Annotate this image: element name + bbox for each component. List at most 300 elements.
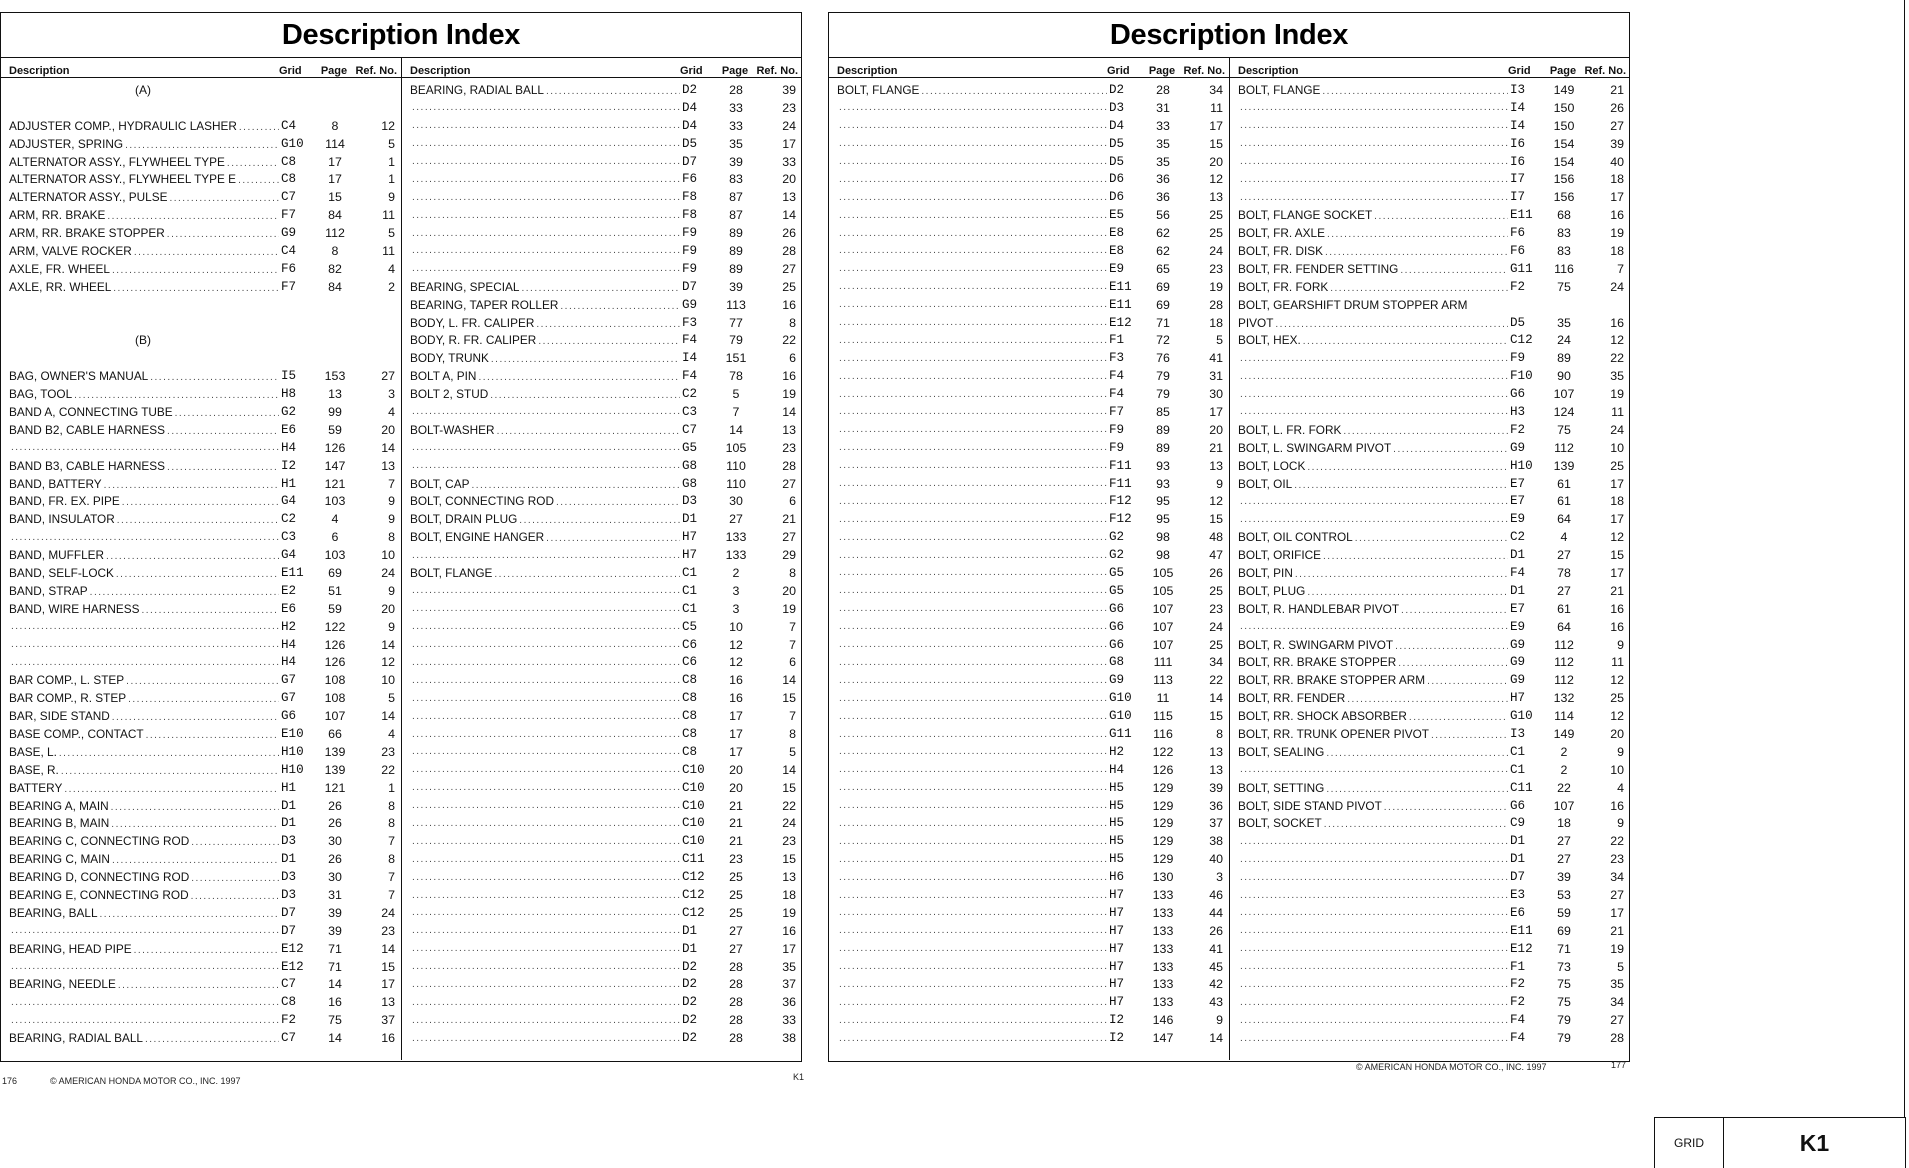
item-ref: 24 (782, 816, 796, 831)
copyright-notice: © AMERICAN HONDA MOTOR CO., INC. 1997 (50, 1076, 241, 1086)
item-ref: 35 (1610, 369, 1624, 384)
item-ref: 29 (782, 548, 796, 563)
item-ref: 27 (381, 369, 395, 384)
index-row (829, 117, 1229, 135)
item-grid: C6 (682, 637, 698, 652)
item-grid: H5 (1109, 780, 1125, 795)
item-grid: H4 (281, 637, 297, 652)
leader-dots (1400, 265, 1508, 276)
index-row (402, 797, 802, 815)
index-row (402, 492, 802, 510)
item-page: 107 (1152, 601, 1174, 616)
item-page: 129 (1152, 834, 1174, 849)
item-page: 61 (1557, 476, 1571, 491)
item-grid: F9 (682, 226, 698, 241)
item-ref: 27 (782, 530, 796, 545)
item-ref: 16 (1610, 798, 1624, 813)
index-row (1230, 832, 1630, 850)
item-page: 113 (726, 297, 746, 312)
item-description (410, 406, 682, 417)
leader-dots (839, 657, 1107, 668)
item-ref: 36 (782, 995, 796, 1010)
index-row (402, 135, 802, 153)
item-description (1238, 389, 1510, 400)
item-ref: 22 (782, 333, 796, 348)
index-row (402, 99, 802, 117)
index-row (1230, 582, 1630, 600)
item-page: 105 (1152, 565, 1174, 580)
leader-dots (412, 192, 680, 203)
item-grid: E6 (281, 601, 297, 616)
item-ref: 12 (1610, 333, 1624, 348)
item-text: BOLT, ORIFICE (1238, 548, 1322, 563)
item-grid: F6 (281, 261, 297, 276)
index-row (1, 170, 401, 188)
item-description (9, 405, 281, 419)
item-grid: G9 (1510, 637, 1526, 652)
item-page: 133 (1152, 995, 1174, 1010)
item-description (410, 979, 682, 990)
index-row (402, 886, 802, 904)
leader-dots (839, 424, 1107, 435)
item-description (410, 263, 682, 274)
item-grid: E10 (281, 727, 304, 741)
item-page: 76 (1156, 351, 1170, 366)
item-text: BODY, L. FR. CALIPER (410, 315, 535, 330)
item-ref: 9 (388, 190, 395, 205)
item-description (837, 442, 1109, 453)
leader-dots (1240, 406, 1508, 417)
item-description (9, 639, 281, 650)
item-description (1238, 584, 1510, 598)
item-grid: H4 (281, 655, 297, 670)
item-grid: F11 (1109, 476, 1132, 491)
leader-dots (1240, 907, 1508, 918)
item-description (410, 351, 682, 365)
item-text: BOLT, SIDE STAND PIVOT (1238, 798, 1382, 813)
index-row (829, 510, 1229, 528)
item-page: 18 (1557, 816, 1571, 831)
leader-dots (839, 1015, 1107, 1026)
item-ref: 3 (388, 387, 395, 402)
item-grid: G6 (1510, 387, 1526, 402)
item-ref: 9 (388, 583, 395, 598)
item-grid: G7 (281, 691, 297, 706)
item-grid: I5 (281, 369, 297, 384)
index-row (1, 403, 401, 421)
item-ref: 36 (1209, 798, 1223, 813)
item-ref: 19 (782, 387, 796, 402)
item-grid: D2 (682, 82, 698, 97)
index-row (402, 707, 802, 725)
index-row (1230, 421, 1630, 439)
leader-dots (839, 746, 1107, 757)
leader-dots (1240, 389, 1508, 400)
leader-dots (412, 800, 680, 811)
item-text: BOLT, HEX. (1238, 333, 1301, 348)
index-row (1, 671, 401, 689)
leader-dots (412, 1015, 680, 1026)
item-ref: 34 (1209, 655, 1223, 670)
item-ref: 8 (789, 727, 796, 741)
leader-dots (1240, 353, 1508, 364)
leader-dots (839, 907, 1107, 918)
item-page: 89 (1156, 422, 1170, 437)
item-grid: I3 (1510, 82, 1526, 97)
leader-dots (412, 621, 680, 632)
item-grid: I7 (1510, 190, 1526, 205)
leader-dots (412, 120, 680, 131)
item-description (9, 423, 281, 437)
index-row (1230, 958, 1630, 976)
item-ref: 20 (381, 422, 395, 437)
item-ref: 15 (1209, 136, 1223, 151)
item-text: ARM, RR. BRAKE STOPPER (9, 226, 165, 241)
item-page: 51 (328, 583, 342, 598)
item-grid: F7 (281, 279, 297, 294)
item-text: BOLT, FR. FORK (1238, 279, 1329, 294)
item-ref: 23 (1209, 601, 1223, 616)
item-ref: 18 (1610, 494, 1624, 509)
index-column (829, 58, 1229, 1060)
item-grid: I6 (1510, 154, 1526, 169)
item-text: BEARING, RADIAL BALL (410, 82, 544, 97)
index-row (1230, 314, 1630, 332)
index-row (829, 761, 1229, 779)
item-grid: D1 (1510, 852, 1526, 867)
item-page: 83 (729, 172, 743, 187)
leader-dots (412, 997, 680, 1008)
item-grid: E11 (1510, 923, 1533, 938)
leader-dots (839, 800, 1107, 811)
item-description (837, 693, 1109, 704)
item-text: BEARING, NEEDLE (9, 977, 116, 992)
item-grid: F9 (1109, 422, 1125, 437)
index-row (1, 743, 401, 761)
item-page: 39 (1557, 870, 1571, 885)
item-description (9, 602, 281, 616)
column-header (829, 58, 1229, 78)
item-description (1238, 138, 1510, 149)
item-page: 133 (725, 530, 747, 545)
item-grid: E12 (281, 959, 304, 974)
item-grid: D6 (1109, 190, 1125, 205)
leader-dots (412, 603, 680, 614)
item-page: 121 (324, 780, 346, 795)
item-description (410, 387, 682, 401)
item-description (1238, 83, 1510, 97)
leader-dots (1398, 658, 1508, 669)
item-grid: G4 (281, 494, 297, 509)
index-row (829, 314, 1229, 332)
index-row (1, 832, 401, 850)
item-page: 126 (1152, 762, 1174, 777)
item-page: 156 (1553, 172, 1575, 187)
leader-dots (839, 406, 1107, 417)
index-row (1, 546, 401, 564)
item-ref: 12 (1209, 172, 1223, 187)
index-row (829, 296, 1229, 314)
item-ref: 41 (1209, 941, 1223, 956)
index-row (1, 206, 401, 224)
header-ref: Ref. No. (1183, 65, 1225, 77)
item-page: 87 (729, 208, 743, 223)
leader-dots (412, 818, 680, 829)
item-page: 129 (1152, 816, 1174, 831)
item-grid: C1 (682, 601, 698, 616)
item-description (9, 512, 281, 526)
item-page: 14 (729, 422, 743, 437)
index-row (829, 904, 1229, 922)
item-description (1238, 943, 1510, 954)
item-grid: H6 (1109, 870, 1125, 885)
item-page: 149 (1553, 82, 1575, 97)
item-page: 6 (331, 530, 339, 545)
item-grid: F4 (1510, 1031, 1526, 1046)
leader-dots (145, 1034, 279, 1045)
item-description (837, 1015, 1109, 1026)
item-text: BOLT-WASHER (410, 422, 495, 437)
item-grid: E9 (1510, 619, 1526, 634)
item-grid: E7 (1510, 476, 1526, 491)
item-ref: 13 (782, 190, 796, 205)
grid-reference-box (1654, 1117, 1906, 1168)
item-description (9, 852, 281, 866)
index-row (1230, 1011, 1630, 1029)
index-row (1230, 242, 1630, 260)
index-row (1, 421, 401, 439)
index-row (1230, 457, 1630, 475)
item-ref: 25 (1610, 691, 1624, 706)
item-grid: G5 (682, 440, 698, 455)
item-description (1238, 816, 1510, 830)
item-page: 28 (729, 1013, 743, 1028)
item-page: 22 (1557, 780, 1571, 795)
item-text: BOLT 2, STUD (410, 387, 489, 402)
item-description (410, 818, 682, 829)
item-page: 112 (1554, 440, 1574, 455)
item-grid: G6 (1109, 637, 1125, 652)
item-ref: 12 (381, 655, 395, 670)
index-row (402, 510, 802, 528)
item-page: 64 (1557, 619, 1571, 634)
item-grid: D7 (281, 923, 297, 938)
index-row (402, 761, 802, 779)
leader-dots (839, 442, 1107, 453)
item-description (410, 120, 682, 131)
item-description (837, 317, 1109, 328)
item-text: BASE, L. (9, 744, 57, 759)
leader-dots (412, 836, 680, 847)
leader-dots (490, 390, 680, 401)
item-description (9, 997, 281, 1008)
index-row (1, 618, 401, 636)
item-ref: 27 (1610, 888, 1624, 903)
item-grid: F3 (1109, 351, 1125, 366)
item-description (410, 423, 682, 437)
item-description (1238, 602, 1510, 616)
item-text: ADJUSTER COMP., HYDRAULIC LASHER (9, 118, 237, 133)
column-header (1, 58, 401, 78)
item-ref: 16 (1610, 315, 1624, 330)
leader-dots (64, 784, 279, 795)
item-description (9, 548, 281, 562)
item-text: BOLT, OIL CONTROL (1238, 530, 1353, 545)
item-grid: D2 (682, 977, 698, 992)
item-ref: 24 (1209, 243, 1223, 258)
index-row (1, 886, 401, 904)
item-grid: H7 (1109, 888, 1125, 903)
item-page: 26 (328, 798, 342, 813)
index-row (1230, 815, 1630, 833)
item-ref: 12 (1209, 494, 1223, 509)
index-row (829, 457, 1229, 475)
leader-dots (560, 301, 680, 312)
item-description (1238, 872, 1510, 883)
index-row (402, 528, 802, 546)
leader-dots (1240, 943, 1508, 954)
item-grid: H5 (1109, 798, 1125, 813)
item-grid: H2 (281, 619, 297, 634)
item-page: 85 (1156, 404, 1170, 419)
item-ref: 21 (782, 512, 796, 527)
index-row (402, 832, 802, 850)
item-text: BAND, WIRE HARNESS (9, 601, 140, 616)
index-row (1230, 296, 1630, 314)
item-ref: 34 (1610, 995, 1624, 1010)
index-row (1, 564, 401, 582)
item-grid: F12 (1109, 494, 1132, 509)
item-text: BEARING E, CONNECTING ROD (9, 888, 189, 903)
item-description (9, 816, 281, 830)
leader-dots (839, 729, 1107, 740)
index-row (1, 153, 401, 171)
leader-dots (839, 961, 1107, 972)
item-page: 20 (729, 762, 743, 777)
item-text: BOLT, RR. TRUNK OPENER PIVOT (1238, 727, 1429, 741)
item-grid: F11 (1109, 458, 1132, 473)
index-row (1, 976, 401, 994)
item-page: 154 (1553, 154, 1575, 169)
index-row (1230, 81, 1630, 99)
item-ref: 37 (782, 977, 796, 992)
leader-dots (104, 480, 279, 491)
item-page: 69 (1156, 297, 1170, 312)
item-page: 56 (1156, 208, 1170, 223)
leader-dots (1431, 730, 1508, 741)
item-ref: 23 (1209, 261, 1223, 276)
item-ref: 19 (1610, 941, 1624, 956)
item-grid: H7 (1109, 905, 1125, 920)
leader-dots (412, 729, 680, 740)
index-row (402, 439, 802, 457)
item-page: 28 (729, 82, 743, 97)
item-ref: 26 (1610, 100, 1624, 115)
item-ref: 13 (782, 870, 796, 885)
item-page: 3 (732, 583, 740, 598)
item-description (1238, 192, 1510, 203)
item-ref: 20 (782, 172, 796, 187)
index-row (1230, 439, 1630, 457)
item-grid: C10 (682, 762, 705, 777)
index-row (1, 1011, 401, 1029)
item-description (410, 245, 682, 256)
item-grid: E6 (281, 422, 297, 437)
leader-dots (1240, 854, 1508, 865)
index-row (1, 260, 401, 278)
item-page: 122 (324, 619, 346, 634)
item-description (9, 190, 281, 204)
item-ref: 23 (782, 440, 796, 455)
item-grid: E11 (1109, 297, 1132, 312)
item-page: 116 (1554, 261, 1574, 276)
item-ref: 24 (1610, 422, 1624, 437)
index-row (1230, 99, 1630, 117)
index-row (1230, 153, 1630, 171)
leader-dots (412, 746, 680, 757)
item-grid: H7 (1109, 923, 1125, 938)
item-grid: H7 (682, 548, 698, 563)
item-page: 17 (729, 709, 743, 724)
item-description (9, 1031, 281, 1045)
item-description (1238, 208, 1510, 222)
item-page: 71 (1557, 941, 1571, 956)
item-text: BOLT, CONNECTING ROD (410, 494, 554, 509)
item-page: 133 (1152, 905, 1174, 920)
item-page: 90 (1557, 369, 1571, 384)
index-row (1230, 976, 1630, 994)
index-row (1230, 761, 1630, 779)
header-page: Page (1549, 65, 1577, 77)
leader-dots (839, 603, 1107, 614)
leader-dots (412, 550, 680, 561)
item-grid: E8 (1109, 243, 1125, 258)
item-grid: F4 (1510, 565, 1526, 580)
item-page: 26 (328, 852, 342, 867)
item-page: 59 (1557, 905, 1571, 920)
item-grid: D1 (682, 512, 698, 527)
leader-dots (1240, 1033, 1508, 1044)
leader-dots (1240, 764, 1508, 775)
leader-dots (839, 836, 1107, 847)
item-ref: 26 (1209, 565, 1223, 580)
index-row (402, 689, 802, 707)
item-text: BOLT, LOCK (1238, 458, 1306, 473)
item-ref: 4 (388, 404, 395, 419)
item-page: 107 (324, 709, 346, 724)
item-page: 66 (328, 727, 342, 741)
item-page: 16 (729, 673, 743, 688)
item-grid: D3 (1109, 100, 1125, 115)
index-row (1, 815, 401, 833)
item-page: 78 (1557, 565, 1571, 580)
item-ref: 17 (1209, 118, 1223, 133)
item-page: 132 (1553, 691, 1575, 706)
index-row (1230, 224, 1630, 242)
leader-dots (412, 442, 680, 453)
index-row (829, 743, 1229, 761)
index-row (402, 385, 802, 403)
item-ref: 45 (1209, 959, 1223, 974)
item-text: BOLT, ENGINE HANGER (410, 530, 545, 545)
index-column (1, 58, 401, 1060)
item-grid: G6 (1510, 798, 1526, 813)
item-grid: C11 (682, 852, 705, 867)
index-row (402, 940, 802, 958)
index-row (402, 331, 802, 349)
item-page: 95 (1156, 512, 1170, 527)
item-ref: 33 (782, 1013, 796, 1028)
